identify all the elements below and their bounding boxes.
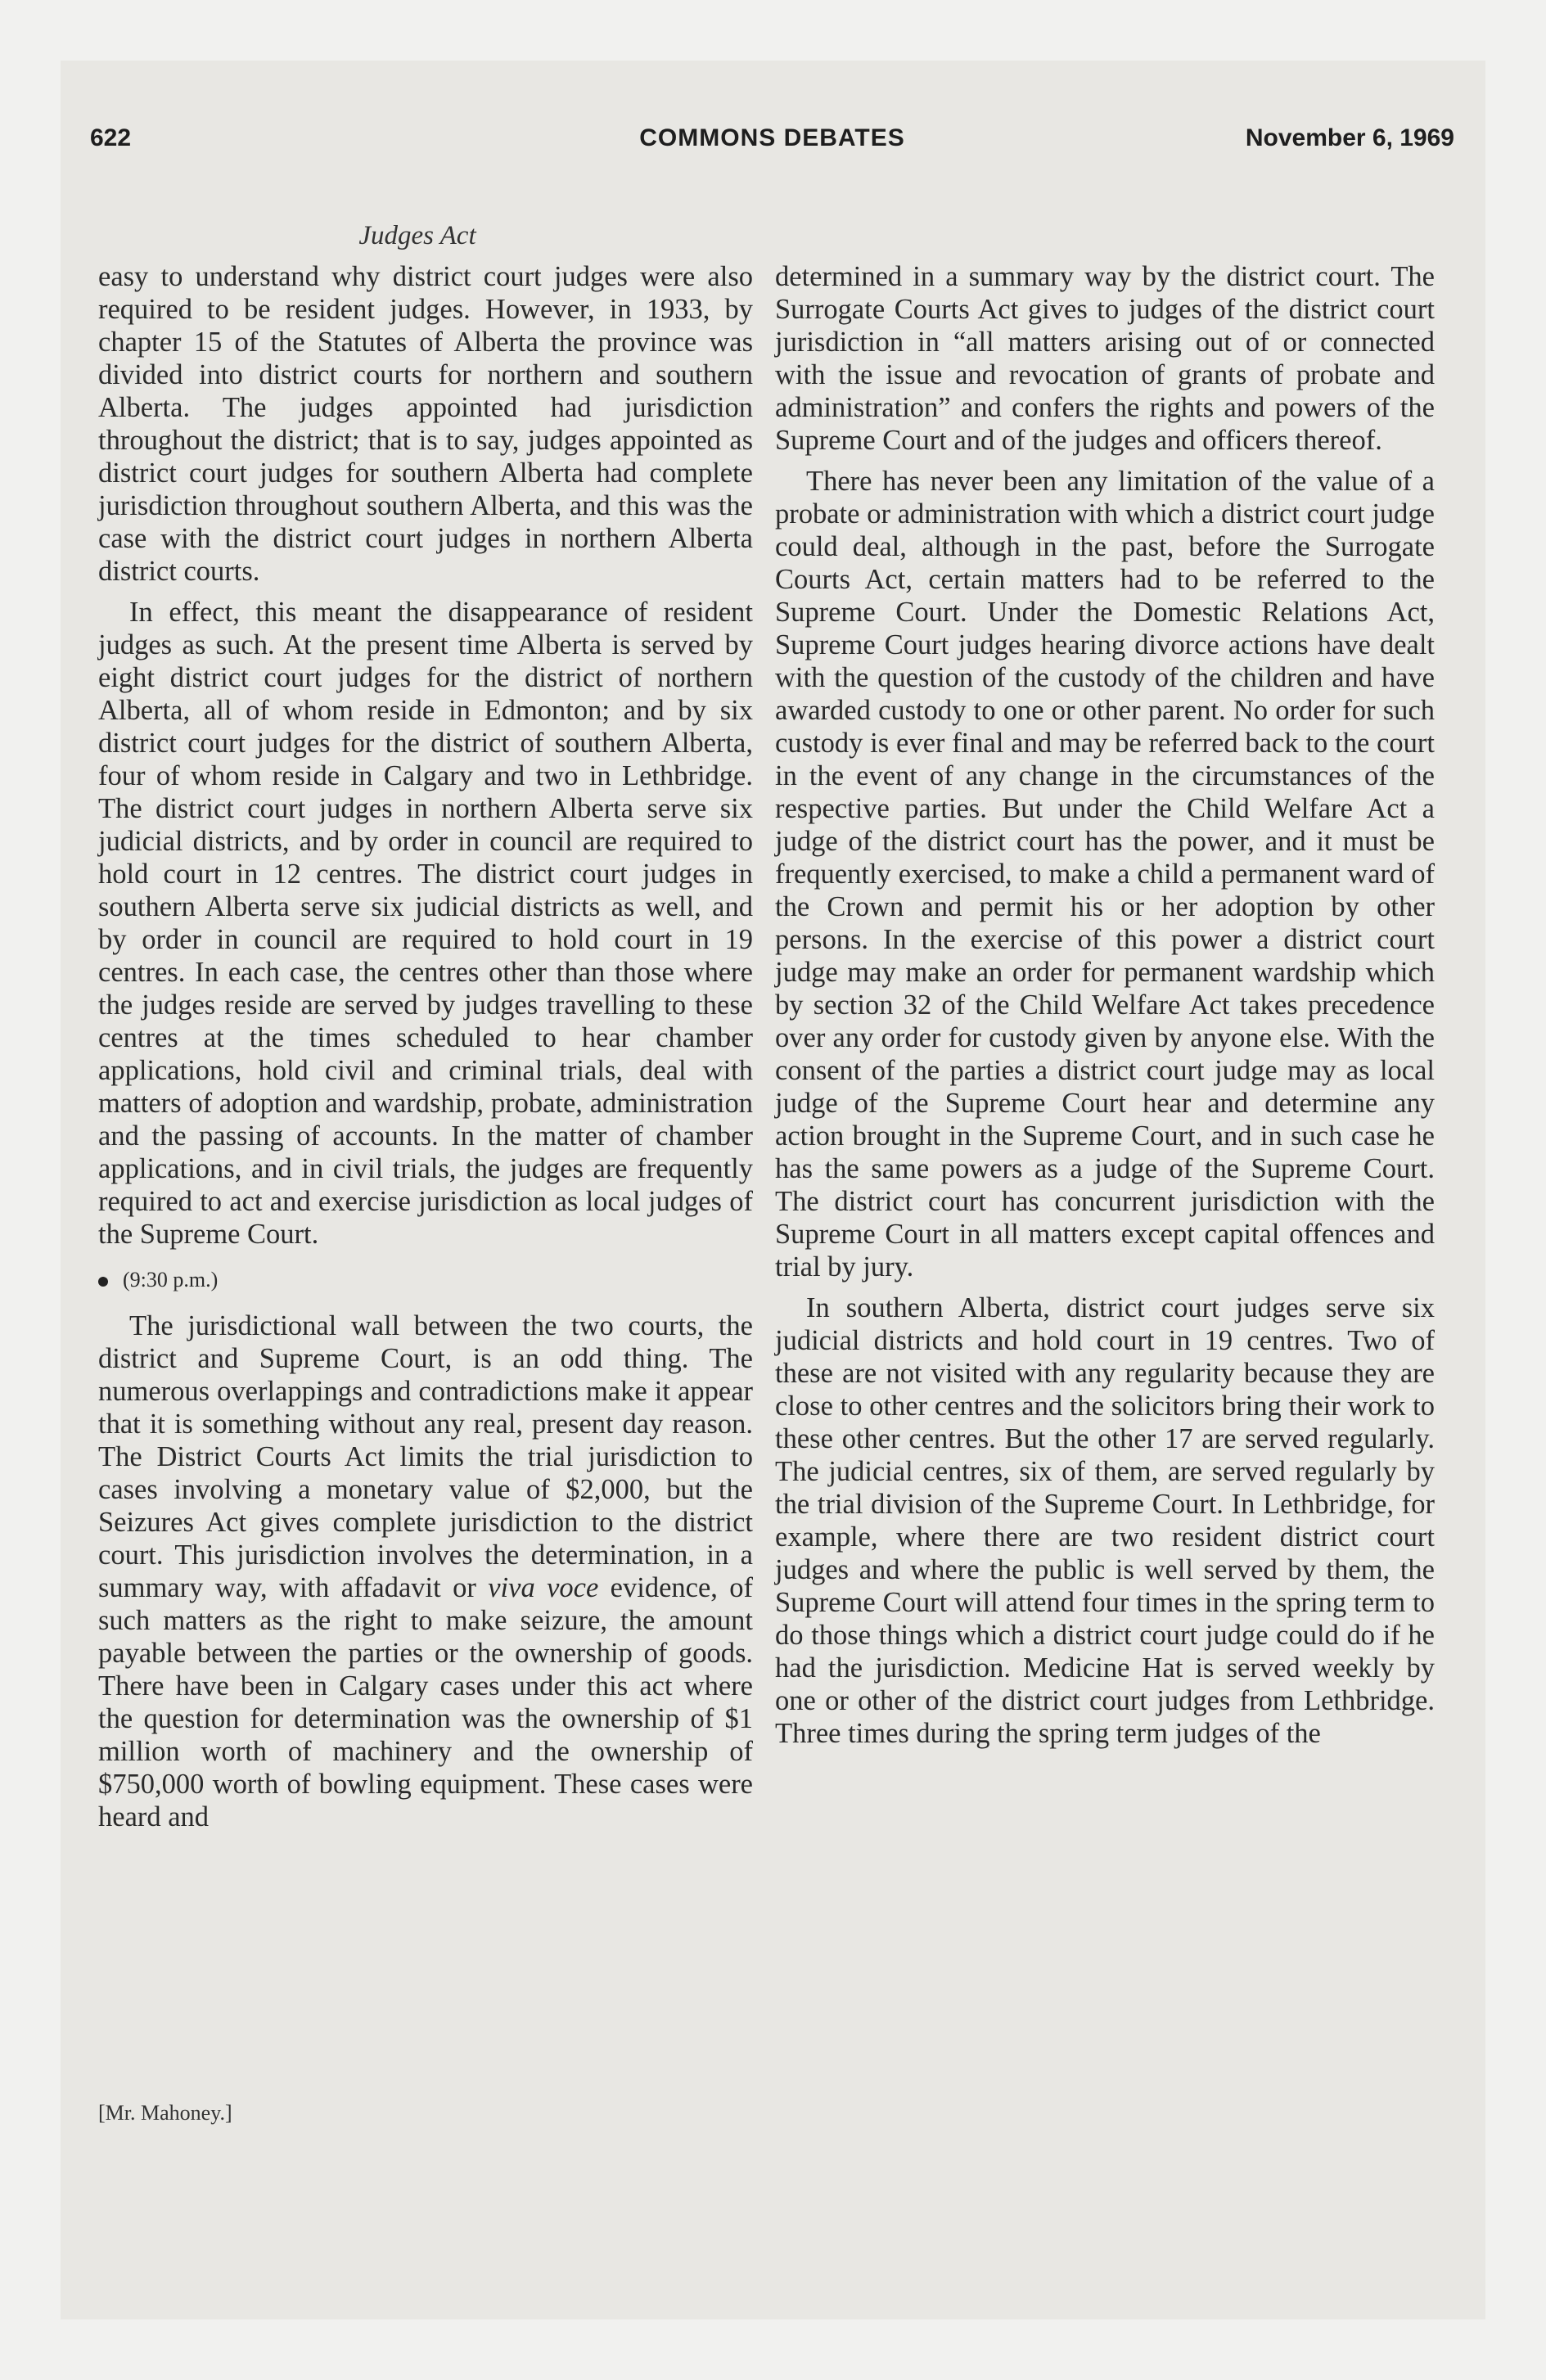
- left-paragraph-3: [98, 1309, 753, 1833]
- issue-date: November 6, 1969: [1245, 124, 1454, 151]
- right-paragraph-1: determined in a summary way by the district court. The Surrogate Courts Act gives to judges of the district court jurisdiction in “all matters arising out of or connected with the issue and revocation of grants of probate and administration” and confers the rights and powers of the Supreme Court and of the judges and officers thereof.: [775, 261, 1435, 456]
- left-paragraph-3-part-1: The jurisdictional wall between the two courts, the district and Supreme Court, is an odd thing. The numerous overlappings and contradictions make it appear that it is something without any real, present day reason. The District Courts Act limits the trial jurisdiction to cases involving a monetary value of $2,000, but the Seizures Act gives complete jurisdiction to the district court. This jurisdiction involves the determination, in a summary way, with affadavit or: [98, 1310, 753, 1603]
- right-column: [775, 260, 1435, 1750]
- time-marker-text: (9:30 p.m.): [123, 1268, 219, 1291]
- left-paragraph-3-part-2: evidence, of such matters as the right to make seizure, the amount payable between the parties or the ownership of goods. There have been in Calgary cases under this act where the question for determination was the ownership of $1 million worth of machinery and the ownership of $750,000 worth of bowling equipment. These cases were heard and: [98, 1572, 754, 1832]
- left-paragraph-1: easy to understand why district court judges were also required to be resident judges. However, in 1933, by chapter 15 of the Statutes of Alberta the province was divided into district courts for northern and southern Alberta. The judges appointed had jurisdiction throughout the district; that is to say, judges appointed as district court judges for southern Alberta had complete jurisdiction throughout southern Alberta, and this was the case with the district court judges in northern Alberta district courts.: [98, 261, 753, 587]
- page-number: 622: [90, 124, 132, 151]
- speaker-tag: [Mr. Mahoney.]: [98, 2101, 232, 2125]
- left-column: [98, 260, 753, 1833]
- right-paragraph-3: In southern Alberta, district court judges serve six judicial districts and hold court in 19 centres. Two of these are not visited with any regularity because they are close to other centres and the solicitors bring their work to these other centres. But the other 17 are served regularly. The judicial centres, six of them, are served regularly by the trial division of the Supreme Court. In Lethbridge, for example, where there are two resident district court judges and where the public is well served by them, the Supreme Court will attend four times in the spring term to do those things which a district court judge could do if he had the jurisdiction. Medicine Hat is served weekly by one or other of the district court judges from Lethbridge. Three times during the spring term judges of the: [775, 1292, 1435, 1749]
- right-paragraph-2: There has never been any limitation of the value of a probate or administration with which a district court judge could deal, although in the past, before the Surrogate Courts Act, certain matters had to be referred to the Supreme Court. Under the Domestic Relations Act, Supreme Court judges hearing divorce actions have dealt with the question of the custody of the children and have awarded custody to one or other parent. No order for such custody is ever final and may be referred back to the court in the event of any change in the circumstances of the respective parties. But under the Child Welfare Act a judge of the district court has the power, and it must be frequently exercised, to make a child a permanent ward of the Crown and permit his or her adoption by other persons. In the exercise of this power a district court judge may make an order for permanent wardship which by section 32 of the Child Welfare Act takes precedence over any order for custody given by anyone else. With the consent of the parties a district court judge may as local judge of the Supreme Court hear and determine any action brought in the Supreme Court, and in such case he has the same powers as a judge of the Supreme Court. The district court has concurrent jurisdiction with the Supreme Court in all matters except capital offences and trial by jury.: [775, 466, 1435, 1282]
- page-header: [90, 124, 1454, 174]
- left-paragraph-2: In effect, this meant the disappearance of resident judges as such. At the present time Alberta is served by eight district court judges for the district of northern Alberta, all of whom reside in Edmonton; and by six district court judges for the district of southern Alberta, four of whom reside in Calgary and two in Lethbridge. The district court judges in northern Alberta serve six judicial districts, and by order in council are required to hold court in 12 centres. The district court judges in southern Alberta serve six judicial districts as well, and by order in council are required to hold court in 19 centres. In each case, the centres other than those where the judges reside are served by judges travelling to these centres at the times scheduled to hear chamber applications, hold civil and criminal trials, deal with matters of adoption and wardship, probate, administration and the passing of accounts. In the matter of chamber applications, and in civil trials, the judges are frequently required to act and exercise jurisdiction as local judges of the Supreme Court.: [98, 597, 753, 1250]
- time-marker: [98, 1265, 753, 1295]
- journal-title: COMMONS DEBATES: [639, 124, 905, 151]
- left-paragraph-3-italic: viva voce: [488, 1572, 599, 1603]
- bullet-icon: [98, 1277, 108, 1287]
- running-head: Judges Act: [358, 221, 476, 250]
